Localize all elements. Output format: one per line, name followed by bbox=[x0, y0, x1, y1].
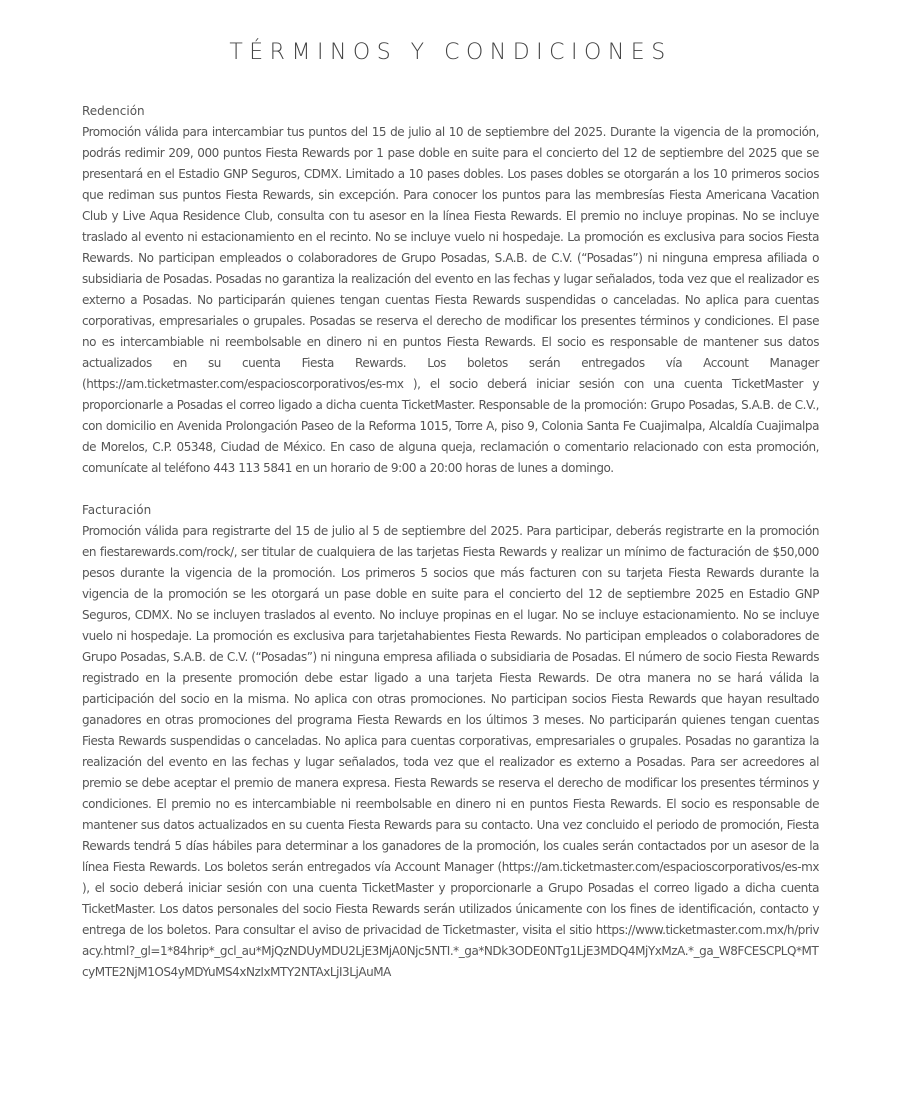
section-heading-facturacion: Facturación bbox=[82, 503, 152, 517]
section-redencion bbox=[82, 101, 819, 479]
section-body-facturacion bbox=[82, 521, 819, 983]
section-body-facturacion-text: Promoción válida para registrarte del 15 de julio al 5 de septiembre del 2025. Para participar, deberás registrarte en la promoción en fiestarewards.com/rock/, ser titular de cualquiera de las tarjetas Fiesta Rewards y realizar un mínimo de facturación de $50,000 pesos durante la vigencia de la promoción. Los primeros 5 socios que más facturen con su tarjeta Fiesta Rewards durante la vigencia de la promoción se les otorgará un pase doble en suite para el concierto del 12 de septiembre 2025 en Estadio GNP Seguros, CDMX. No se incluyen traslados al evento. No incluye propinas en el lugar. No se incluye estacionamiento. No se incluye vuelo ni hospedaje. La promoción es exclusiva para tarjetahabientes Fiesta Rewards. No participan empleados o colaboradores de Grupo Posadas, S.A.B. de C.V. (“Posadas”) ni ninguna empresa afiliada o subsidiaria de Posadas. El número de socio Fiesta Rewards registrado en la presente promoción debe estar ligado a una tarjeta Fiesta Rewards. De otra manera no se hará válida la participación del socio en la misma. No aplica con otras promociones. No participan socios Fiesta Rewards que hayan resultado ganadores en otras promociones del programa Fiesta Rewards en los últimos 3 meses. No participarán quienes tengan cuentas Fiesta Rewards suspendidas o canceladas. No aplica para cuentas corporativas, empresariales o grupales. Posadas no garantiza la realización del evento en las fechas y lugar señalados, toda vez que el realizador es externo a Posadas. Para ser acreedores al premio se debe aceptar el premio de manera expresa. Fiesta Rewards se reserva el derecho de modificar los presentes términos y condiciones. El premio no es intercambiable ni reembolsable en dinero ni en puntos Fiesta Rewards. El socio es responsable de mantener sus datos actualizados en su cuenta Fiesta Rewards para su contacto. Una vez concluido el periodo de promoción, Fiesta Rewards tendrá 5 días hábiles para determinar a los ganadores de la promoción, los cuales serán contactados por un asesor de la línea Fiesta Rewards. Los boletos serán entregados vía Account Manager (https://am.ticketmaster.com/espacioscorporativos/es-mx ), el socio deberá iniciar sesión con una cuenta TicketMaster y proporcionarle a Grupo Posadas el correo ligado a dicha cuenta TicketMaster. Los datos personales del socio Fiesta Rewards serán utilizados únicamente con los fines de identificación, contacto y entrega de los boletos. Para consultar el aviso de privacidad de Ticketmaster, visita el sitio bbox=[82, 524, 819, 937]
section-body-redencion: Promoción válida para intercambiar tus puntos del 15 de julio al 10 de septiembre del 2025. Durante la vigencia de la promoción, podrás redimir 209, 000 puntos Fiesta Rewards por 1 pase doble en suite para el concierto del 12 de septiembre del 2025 que se presentará en el Estadio GNP Seguros, CDMX. Limitado a 10 pases dobles. Los pases dobles se otorgarán a los 10 primeros socios que rediman sus puntos Fiesta Rewards, sin excepción. Para conocer los puntos para las membresías Fiesta Americana Vacation Club y Live Aqua Residence Club, consulta con tu asesor en la línea Fiesta Rewards. El premio no incluye propinas. No se incluye traslado al evento ni estacionamiento en el recinto. No se incluye vuelo ni hospedaje. La promoción es exclusiva para socios Fiesta Rewards. No participan empleados o colaboradores de Grupo Posadas, S.A.B. de C.V. (“Posadas”) ni ninguna empresa afiliada o subsidiaria de Posadas. Posadas no garantiza la realización del evento en las fechas y lugar señalados, toda vez que el realizador es externo a Posadas. No participarán quienes tengan cuentas Fiesta Rewards suspendidas o canceladas. No aplica para cuentas corporativas, empresariales o grupales. Posadas se reserva el derecho de modificar los presentes términos y condiciones. El pase no es intercambiable ni reembolsable en dinero ni en puntos Fiesta Rewards. El socio es responsable de mantener sus datos actualizados en su cuenta Fiesta Rewards. Los boletos serán entregados vía Account Manager (https://am.ticketmaster.com/espacioscorporativos/es-mx ), el socio deberá iniciar sesión con una cuenta TicketMaster y proporcionarle a Posadas el correo ligado a dicha cuenta TicketMaster. Responsable de la promoción: Grupo Posadas, S.A.B. de C.V., con domicilio en Avenida Prolongación Paseo de la Reforma 1015, Torre A, piso 9, Colonia Santa Fe Cuajimalpa, Alcaldía Cuajimalpa de Morelos, C.P. 05348, Ciudad de México. En caso de alguna queja, reclamación o comentario relacionado con esta promoción, comunícate al teléfono 443 113 5841 en un horario de 9:00 a 20:00 horas de lunes a domingo. bbox=[82, 125, 819, 475]
section-heading-redencion: Redención bbox=[82, 104, 145, 118]
page-title: TÉRMINOS Y CONDICIONES bbox=[229, 40, 672, 65]
section-facturacion bbox=[82, 500, 819, 983]
terms-document bbox=[82, 38, 819, 983]
privacy-url: https://www.ticketmaster.com.mx/h/privacy.html?_gl=1*84hrip*_gcl_au*MjQzNDUyMDU2LjE3MjA0Njc5NTI.*_ga*NDk3ODE0NTg1LjE3MDQ4MjYxMzA.*_ga_W8FCESCPLQ*MTcyMTE2NjM1OS4yMDYuMS4xNzIxMTY2NTAxLjI3LjAuMA bbox=[82, 923, 819, 979]
